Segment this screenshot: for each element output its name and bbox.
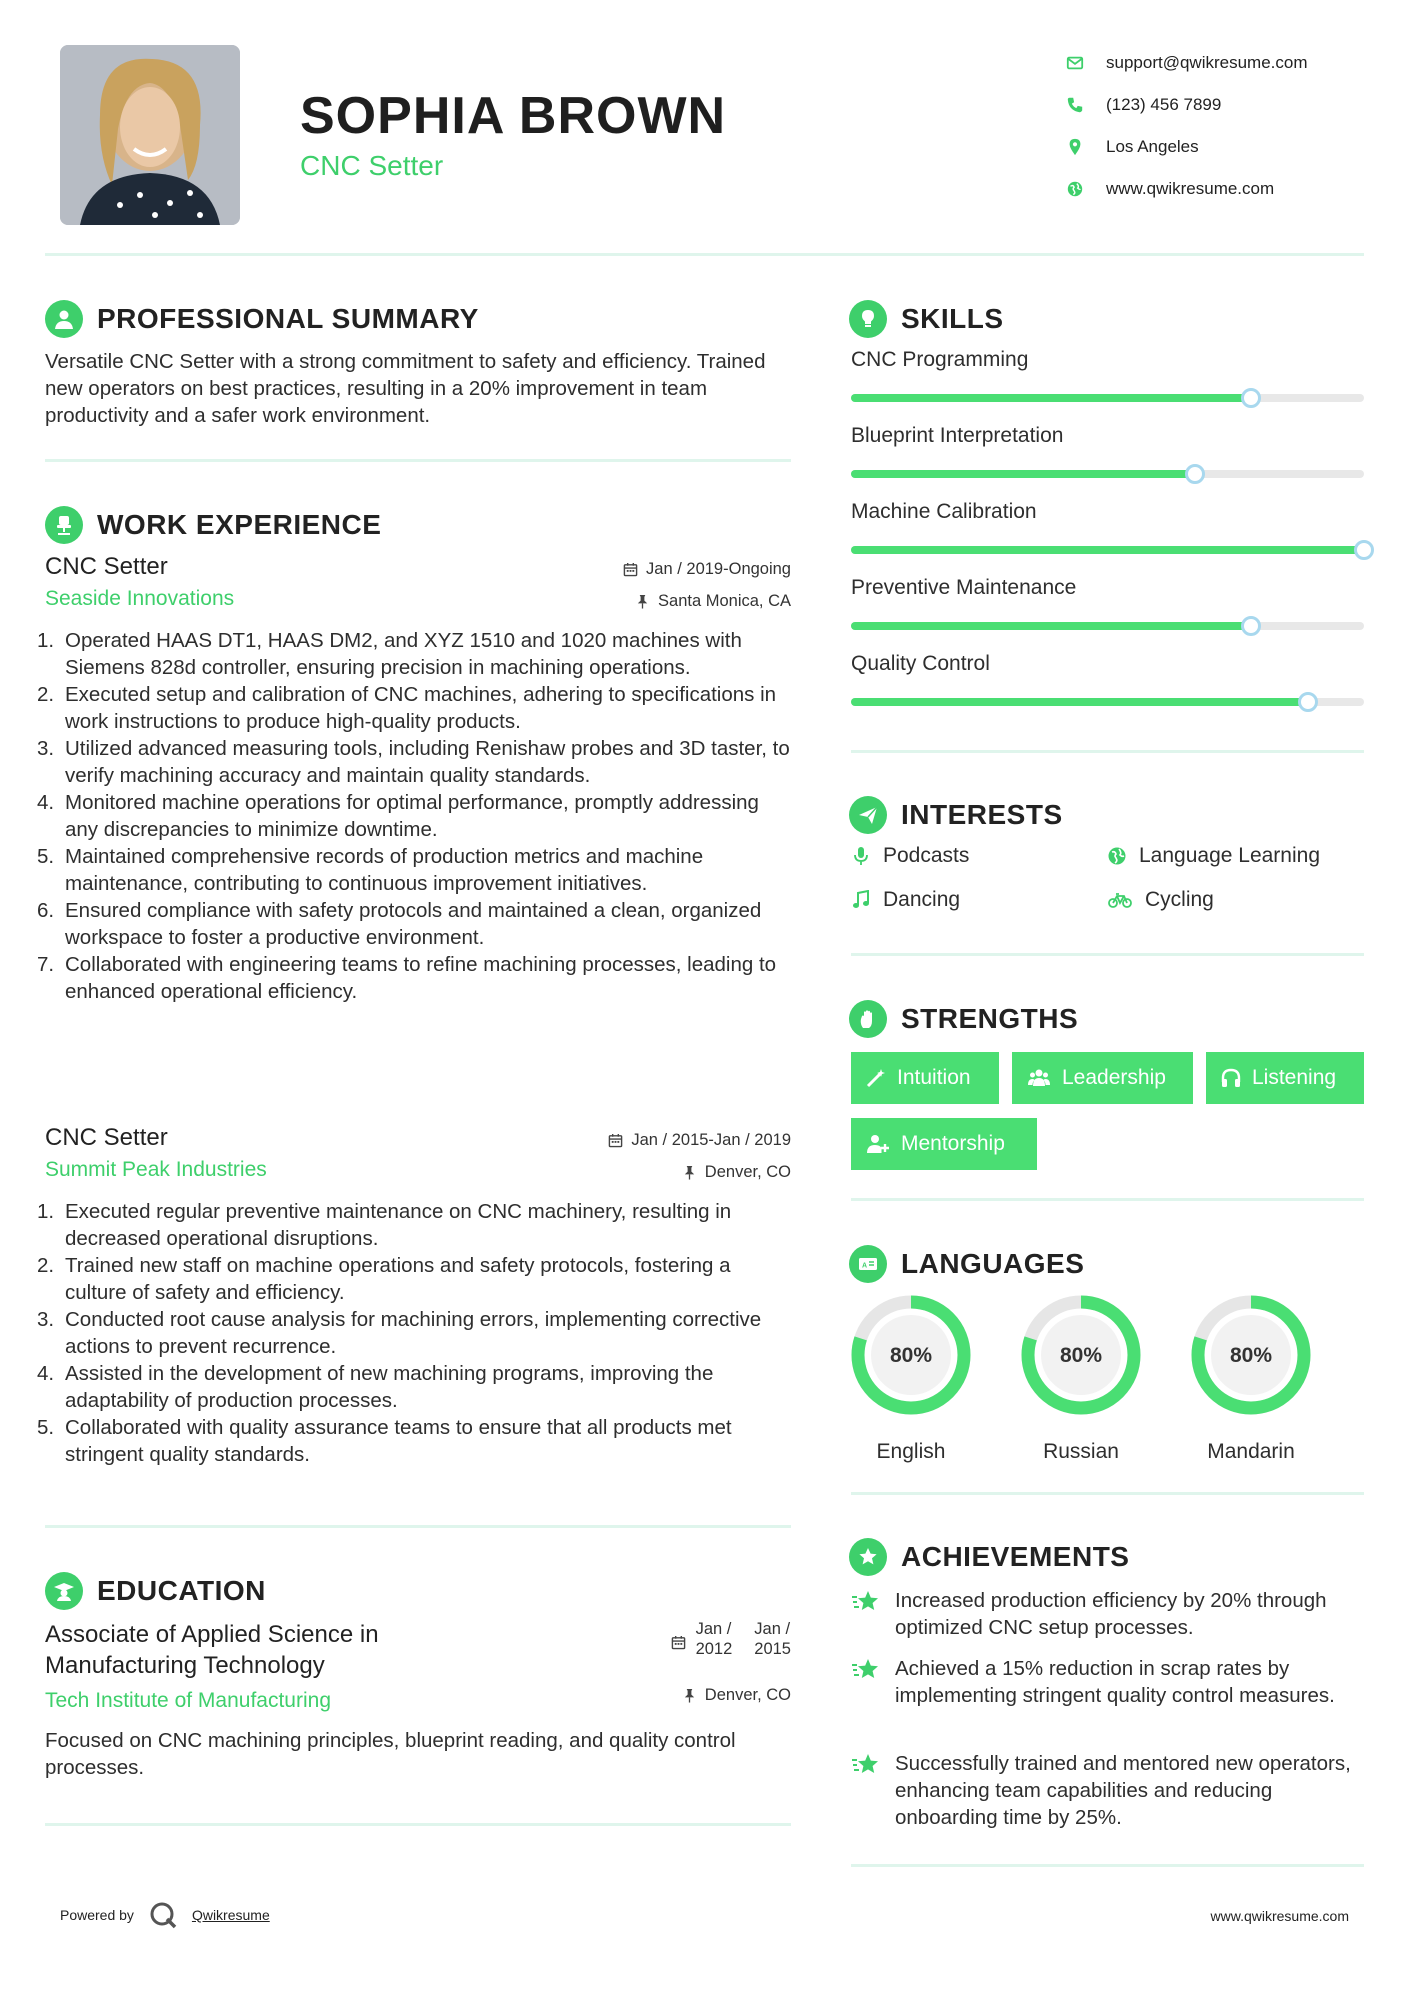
contact-location-text: Los Angeles [1106,137,1199,156]
list-item: 5. Collaborated with quality assurance teams to ensure that all products met stringent quality standards. [37,1416,732,1466]
music-note-icon [851,890,871,910]
skills-heading: SKILLS [901,303,1004,334]
languages-heading: LANGUAGES [901,1248,1085,1279]
qwikresume-link[interactable]: Qwikresume [191,1907,270,1923]
candidate-name: SOPHIA BROWN [300,87,727,145]
list-item: 3. Utilized advanced measuring tools, including Renishaw probes and 3D taster, to verify machining accuracy and maintain quality standards. [37,737,790,787]
skill-item [851,576,1364,630]
envelope-icon [1066,54,1084,72]
skill-bar-fill [851,546,1364,554]
summary-heading: PROFESSIONAL SUMMARY [97,303,479,334]
user-icon [45,300,83,338]
language-item [1189,1293,1313,1464]
contact-block [1066,42,1308,210]
star-icon [851,1589,881,1617]
strength-tag: Listening [1206,1052,1364,1104]
degree-line-2: Manufacturing Technology [45,1652,325,1679]
list-item: 1. Executed regular preventive maintenance on CNC machinery, resulting in decreased operational disruptions. [37,1200,732,1250]
experience-heading: WORK EXPERIENCE [97,509,382,540]
education-end-month: Jan / [754,1620,791,1638]
list-item: 2. Executed setup and calibration of CNC machines, adhering to specifications in work instructions to produce high-quality products. [37,683,777,733]
header-divider [45,253,1364,256]
summary-text: Versatile CNC Setter with a strong commitment to safety and efficiency. Trained new operators on best practices, resulting in a 20% improvement in team productivity and a safer work environment. [45,350,766,427]
list-item: 1. Operated HAAS DT1, HAAS DM2, and XYZ 1510 and 1020 machines with Siemens 828d controller, ensuring precision in machining operations. [37,629,742,679]
achievements-heading: ACHIEVEMENTS [901,1541,1130,1572]
calendar-icon [608,1133,623,1148]
star-icon [851,1657,881,1685]
strengths-section-header [849,1000,1078,1038]
education-heading: EDUCATION [97,1575,266,1606]
skills-section-header [849,300,1004,338]
list-item: 4. Assisted in the development of new machining programs, improving the adaptability of production processes. [37,1362,714,1412]
skill-bar-knob [1298,692,1318,712]
contact-location [1066,126,1308,168]
degree-line-1: Associate of Applied Science in [45,1621,379,1648]
skill-item [851,652,1364,706]
education-start-month: Jan / [695,1620,732,1638]
headphones-icon [1220,1067,1242,1089]
magic-wand-icon [865,1067,887,1089]
list-item: 4. Monitored machine operations for optimal performance, promptly addressing any discrepancies to minimize downtime. [37,791,759,841]
graduate-icon [45,1572,83,1610]
languages-section-header [849,1245,1084,1283]
contact-email[interactable] [1066,42,1308,84]
location-pin-icon [1066,138,1084,156]
education-end-year: 2015 [754,1640,791,1658]
job-dates: Jan / 2019-Ongoing [646,559,791,578]
globe-icon [1066,180,1084,198]
svg-text:A: A [862,1262,868,1270]
footer-powered-by [60,1900,270,1930]
skill-bar-track [851,546,1364,554]
list-item: 5. Maintained comprehensive records of production metrics and machine maintenance, contributing to continuous improvement initiatives. [37,845,704,895]
skill-bar-fill [851,698,1308,706]
skill-bar-fill [851,622,1251,630]
language-percent: 80% [889,1344,933,1367]
calendar-icon [623,562,638,577]
contact-website-text: www.qwikresume.com [1106,179,1275,198]
job-bullet-list [37,1198,791,1468]
contact-website[interactable] [1066,168,1308,210]
education-location: Denver, CO [704,1686,791,1704]
interest-item: Cycling [1107,888,1214,912]
job-location: Denver, CO [704,1162,791,1181]
list-item: 7. Collaborated with engineering teams to refine machining processes, leading to enhanced operational efficiency. [37,953,777,1003]
user-plus-icon [865,1133,891,1155]
job-location: Santa Monica, CA [658,591,791,610]
lightbulb-icon [849,300,887,338]
education-start-year: 2012 [695,1640,733,1658]
skill-bar-knob [1185,464,1205,484]
job-entry [37,1124,791,1468]
language-name: English [876,1440,946,1463]
skill-bar-track [851,470,1364,478]
footer-website[interactable]: www.qwikresume.com [1210,1908,1349,1924]
list-item: 3. Conducted root cause analysis for machining errors, implementing corrective actions to prevent recurrence. [37,1308,762,1358]
summary-divider [45,459,791,462]
experience-divider [45,1525,791,1528]
skill-bar-knob [1241,388,1261,408]
office-chair-icon [45,506,83,544]
interests-section-header [849,796,1063,834]
job-entry [37,553,791,1005]
skills-divider [851,750,1364,753]
hand-icon [849,1000,887,1038]
skill-item [851,500,1364,554]
contact-phone-text: (123) 456 7899 [1106,95,1222,114]
skill-bar-fill [851,470,1195,478]
education-description: Focused on CNC machining principles, blueprint reading, and quality control processes. [45,1729,736,1779]
list-item: 6. Ensured compliance with safety protocols and maintained a clean, organized workspace to foster a productive environment. [37,899,762,949]
experience-section-header [45,506,381,544]
education-entry [45,1619,791,1781]
strengths-divider [851,1198,1364,1201]
skill-name: Blueprint Interpretation [851,424,1064,447]
contact-phone[interactable] [1066,84,1308,126]
education-location-row [682,1686,791,1705]
language-name: Russian [1043,1440,1119,1463]
calendar-icon [671,1635,686,1650]
achievements-section-header [849,1538,1129,1576]
qwikresume-logo-icon [148,1900,178,1930]
strength-tag: Intuition [851,1052,999,1104]
strength-tag: Mentorship [851,1118,1037,1170]
language-progress-ring [1019,1293,1143,1417]
powered-by-label: Powered by [60,1907,134,1923]
language-progress-ring [1189,1293,1313,1417]
skill-bar-track [851,394,1364,402]
skill-name: Quality Control [851,652,990,675]
achievement-item: Increased production efficiency by 20% through optimized CNC setup processes. [851,1587,1364,1641]
skill-bar-track [851,622,1364,630]
job-meta [608,1124,791,1188]
paper-plane-icon [849,796,887,834]
pushpin-icon [682,1688,697,1703]
profile-photo [60,45,240,225]
skill-name: Preventive Maintenance [851,576,1077,599]
languages-divider [851,1492,1364,1495]
skill-name: Machine Calibration [851,500,1037,523]
skill-bar-knob [1241,616,1261,636]
job-dates: Jan / 2015-Jan / 2019 [631,1130,791,1149]
phone-icon [1066,96,1084,114]
strengths-heading: STRENGTHS [901,1003,1079,1034]
skill-bar-track [851,698,1364,706]
strength-tag: Leadership [1012,1052,1193,1104]
job-meta [623,553,791,617]
list-item: 2. Trained new staff on machine operations and safety protocols, fostering a culture of safety and efficiency. [37,1254,731,1304]
summary-section-header [45,300,479,338]
school-name: Tech Institute of Manufacturing [45,1689,331,1712]
pushpin-icon [682,1165,697,1180]
interests-heading: INTERESTS [901,799,1063,830]
education-divider [45,1823,791,1826]
skill-item [851,348,1364,402]
achievement-item: Achieved a 15% reduction in scrap rates by implementing stringent quality control measures. [851,1655,1364,1709]
skill-name: CNC Programming [851,348,1029,371]
achievements-divider [851,1864,1364,1867]
achievement-item: Successfully trained and mentored new operators, enhancing team capabilities and reducing onboarding time by 25%. [851,1750,1364,1831]
users-icon [1026,1067,1052,1089]
interest-item: Language Learning [1107,844,1320,868]
language-progress-ring [849,1293,973,1417]
language-icon [849,1245,887,1283]
microphone-icon [851,846,871,866]
job-company: Seaside Innovations [45,587,235,610]
interest-item: Dancing [851,888,960,912]
job-role: CNC Setter [45,1124,168,1151]
candidate-title: CNC Setter [300,150,444,181]
globe-icon [1107,846,1127,866]
star-icon [851,1752,881,1780]
contact-email-text: support@qwikresume.com [1106,53,1308,72]
job-company: Summit Peak Industries [45,1158,267,1181]
language-percent: 80% [1229,1344,1273,1367]
skill-bar-fill [851,394,1251,402]
job-role: CNC Setter [45,553,168,580]
education-dates [671,1619,791,1659]
language-name: Mandarin [1207,1440,1295,1463]
star-badge-icon [849,1538,887,1576]
language-item [849,1293,973,1464]
pushpin-icon [635,594,650,609]
bicycle-icon [1107,890,1133,910]
language-percent: 80% [1059,1344,1103,1367]
skill-bar-knob [1354,540,1374,560]
education-section-header [45,1572,266,1610]
interests-divider [851,953,1364,956]
skill-item [851,424,1364,478]
job-bullet-list [37,627,791,1005]
interest-item: Podcasts [851,844,969,868]
language-item [1019,1293,1143,1464]
